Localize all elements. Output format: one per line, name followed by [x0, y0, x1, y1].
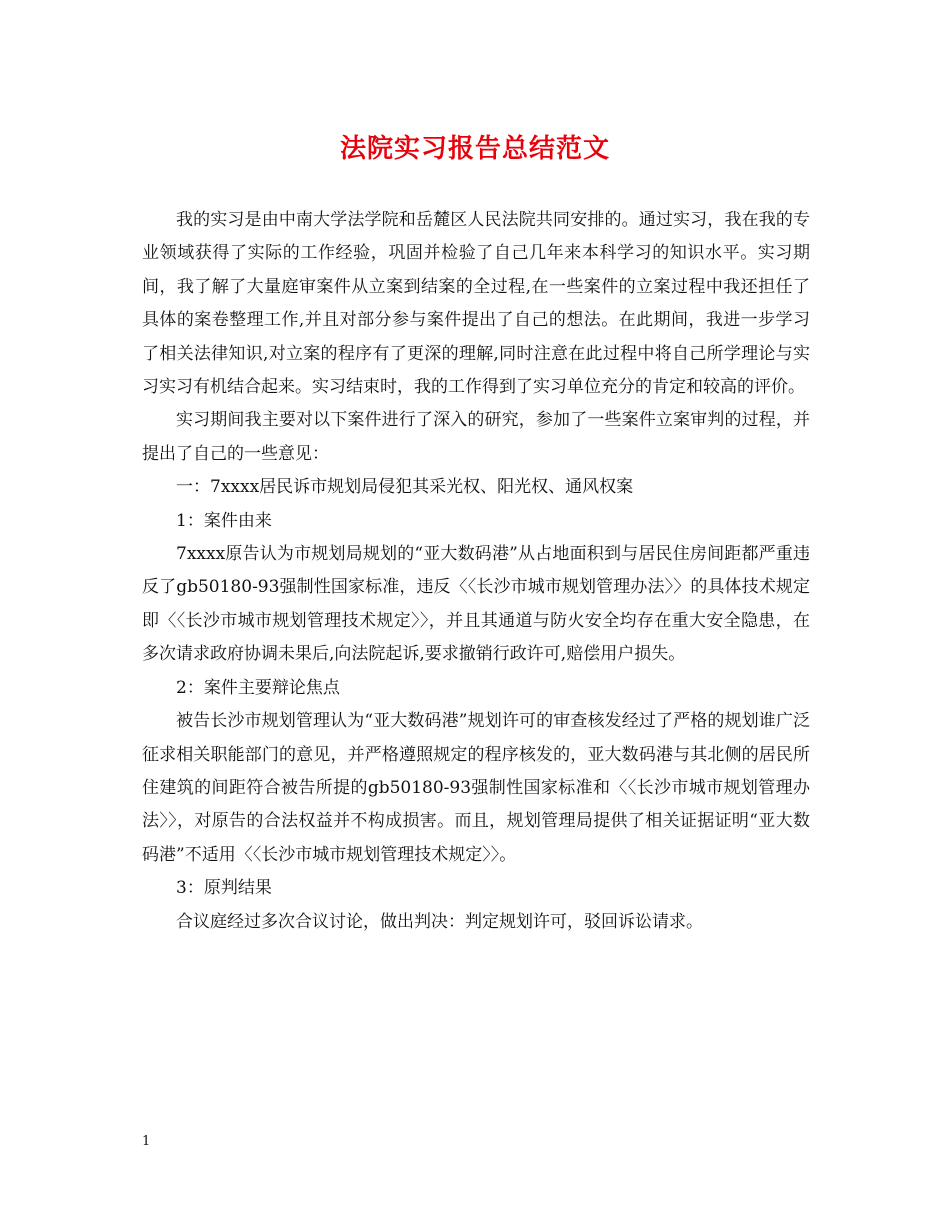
paragraph-debate-heading: 2：案件主要辩论焦点	[176, 677, 340, 698]
paragraph-intro: 我的实习是由中南大学法学院和岳麓区人民法院共同安排的。通过实习，我在我的专业领域获得了实际的工作经验，巩固并检验了自己几年来本科学习的知识水平。实习期间，我了解了大量庭审案件从立案到结案的全过程,在一些案件的立案过程中我还担任了具体的案卷整理工作,并且对部分参与案件提出了自己的想法。在此期间，我进一步学习了相关法律知识,对立案的程序有了更深的理解,同时注意在此过程中将自己所学理论与实习实习有机结合起来。实习结束时，我的工作得到了实习单位充分的肯定和较高的评价。	[142, 210, 810, 398]
paragraph-case-origin-heading: 1：案件由来	[176, 510, 272, 531]
paragraph-research-overview: 实习期间我主要对以下案件进行了深入的研究，参加了一些案件立案审判的过程，并提出了自己的一些意见：	[142, 410, 810, 464]
document-title: 法院实习报告总结范文	[339, 134, 610, 164]
paragraph-judgment-heading: 3：原判结果	[176, 878, 272, 899]
document-body	[142, 204, 810, 939]
paragraph-judgment: 合议庭经过多次合议讨论，做出判决：判定规划许可，驳回诉讼请求。	[176, 911, 703, 932]
paragraph-debate: 被告长沙市规划管理认为“亚大数码港”规划许可的审查核发经过了严格的规划谁广泛征求相关职能部门的意见，并严格遵照规定的程序核发的，亚大数码港与其北侧的居民所住建筑的间距符合被告所提的gb50180-93强制性国家标准和〈〈长沙市城市规划管理办法〉〉，对原告的合法权益并不构成损害。而且，规划管理局提供了相关证据证明“亚大数码港”不适用〈〈长沙市城市规划管理技术规定〉〉。	[142, 711, 810, 865]
paragraph-case-heading: 一：7xxxx居民诉市规划局侵犯其采光权、阳光权、通风权案	[176, 477, 634, 498]
page-number: 1	[142, 1134, 151, 1149]
paragraph-case-origin: 7xxxx原告认为市规划局规划的“亚大数码港”从占地面积到与居民住房间距都严重违反了gb50180-93强制性国家标准，违反〈〈长沙市城市规划管理办法〉〉的具体技术规定即〈〈长沙市城市规划管理技术规定〉〉，并且其通道与防火安全均存在重大安全隐患，在多次请求政府协调未果后,向法院起诉,要求撤销行政许可,赔偿用户损失。	[142, 544, 810, 665]
